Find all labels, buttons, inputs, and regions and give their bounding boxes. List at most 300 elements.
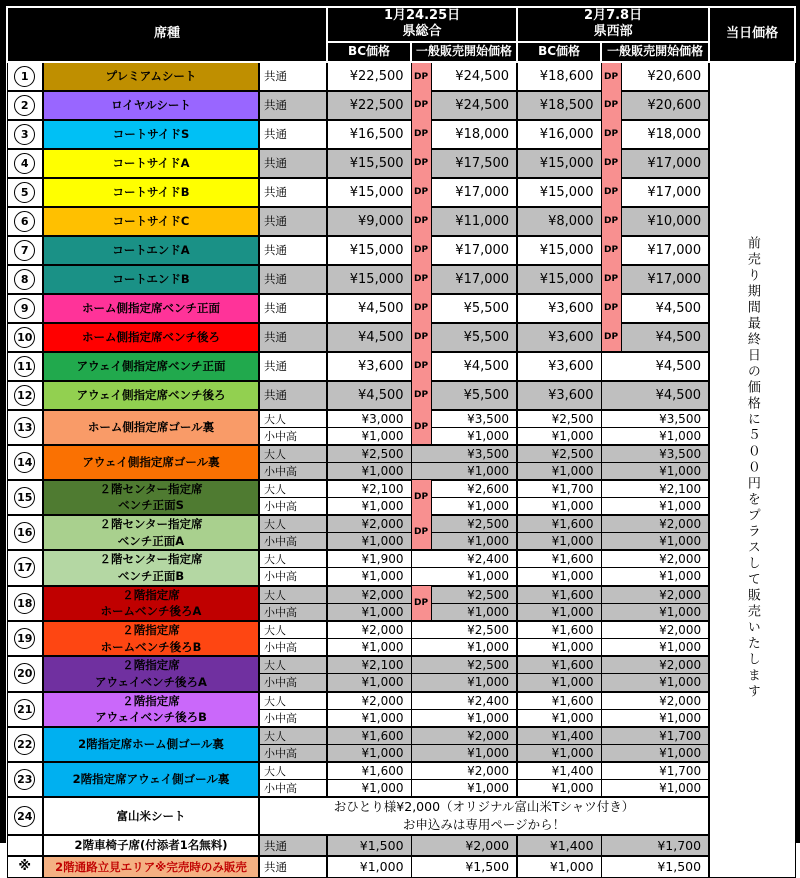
price-bc-game1: ¥4,500	[327, 323, 411, 352]
row-number	[7, 236, 43, 265]
tier-label: 大人	[259, 445, 327, 463]
row-number	[7, 149, 43, 178]
tier-label: 共通	[259, 178, 327, 207]
price-bc-game2: ¥15,000	[517, 178, 601, 207]
price-bc-game2: ¥1,000	[517, 462, 601, 480]
price-general-game1: ¥17,000	[431, 236, 517, 265]
price-bc-game1: ¥2,100	[327, 656, 411, 674]
seat-name: プレミアムシート	[43, 62, 259, 91]
price-bc-game1: ¥15,000	[327, 236, 411, 265]
price-bc-game2: ¥1,600	[517, 621, 601, 639]
tier-label: 小中高	[259, 779, 327, 797]
sameday-note-text: 前売り期間最終日の価格に５００円をプラスして販売いたします	[744, 235, 760, 700]
price-bc-game2: ¥1,700	[517, 480, 601, 498]
price-bc-game2: ¥15,000	[517, 265, 601, 294]
seat-row	[7, 727, 795, 745]
price-general-game1: ¥1,000	[411, 779, 517, 797]
seat-name: アウェイ側指定席ベンチ正面	[43, 352, 259, 381]
price-general-game1: ¥3,500	[411, 445, 517, 463]
seat-row	[7, 445, 795, 463]
seat-row	[7, 586, 795, 604]
table-header	[7, 7, 795, 62]
seat-name: ロイヤルシート	[43, 91, 259, 120]
seat-name: コートエンドB	[43, 265, 259, 294]
tier-label: 大人	[259, 762, 327, 780]
price-general-game1: ¥1,000	[411, 744, 517, 762]
seat-row	[7, 178, 795, 207]
seat-name: 2階指定席ホーム側ゴール裏	[43, 727, 259, 762]
price-general-game1: ¥11,000	[431, 207, 517, 236]
seat-row	[7, 91, 795, 120]
price-general-game2: ¥2,000	[601, 515, 709, 533]
price-bc-game1: ¥1,600	[327, 727, 411, 745]
tier-label: 小中高	[259, 462, 327, 480]
seat-row	[7, 352, 795, 381]
seat-name: ホーム側指定席ベンチ後ろ	[43, 323, 259, 352]
seat-row	[7, 381, 795, 410]
price-bc-game2: ¥1,000	[517, 497, 601, 515]
price-bc-game2: ¥1,000	[517, 779, 601, 797]
price-general-game2: ¥17,000	[621, 265, 709, 294]
price-general-game2: ¥1,000	[601, 427, 709, 445]
price-bc-game1: ¥1,000	[327, 856, 411, 877]
row-number-circle: 19	[14, 628, 35, 649]
dp-badge: DP	[601, 120, 621, 149]
price-general-game2: ¥2,000	[601, 586, 709, 604]
dp-badge: DP	[411, 352, 431, 381]
price-general-game2: ¥1,500	[601, 856, 709, 877]
price-general-game1: ¥2,400	[411, 692, 517, 710]
seat-name: ２階指定席 ホームベンチ後ろA	[43, 586, 259, 621]
price-general-game1: ¥1,000	[411, 709, 517, 727]
seat-name: コートエンドA	[43, 236, 259, 265]
price-bc-game1: ¥16,500	[327, 120, 411, 149]
row-number	[7, 207, 43, 236]
price-bc-game2: ¥1,600	[517, 692, 601, 710]
price-general-game1: ¥2,500	[431, 586, 517, 604]
seat-name: ２階センター指定席 ベンチ正面A	[43, 515, 259, 550]
seat-row	[7, 515, 795, 533]
price-general-game1: ¥17,000	[431, 265, 517, 294]
seat-name: ２階センター指定席 ベンチ正面S	[43, 480, 259, 515]
dp-badge: DP	[601, 149, 621, 178]
price-general-game2: ¥18,000	[621, 120, 709, 149]
price-general-game2: ¥1,000	[601, 603, 709, 621]
price-general-game2: ¥4,500	[601, 381, 709, 410]
tier-label: 共通	[259, 381, 327, 410]
row-number-circle: 13	[14, 417, 35, 438]
game1-bc-price-header: BC価格	[327, 42, 411, 62]
dp-badge: DP	[601, 323, 621, 352]
tier-label: 共通	[259, 120, 327, 149]
dp-badge: DP	[411, 265, 431, 294]
tier-label: 共通	[259, 265, 327, 294]
seat-row	[7, 410, 795, 428]
price-bc-game1: ¥9,000	[327, 207, 411, 236]
seat-name: 2階通路立見エリア※完売時のみ販売	[43, 856, 259, 877]
price-general-game2: ¥4,500	[621, 323, 709, 352]
row-number-circle: 3	[14, 124, 35, 145]
price-general-game1: ¥2,000	[411, 727, 517, 745]
row-number	[7, 797, 43, 835]
game1-general-price-header: 一般販売開始価格	[411, 42, 517, 62]
dp-badge: DP	[411, 149, 431, 178]
price-bc-game2: ¥3,600	[517, 352, 601, 381]
price-bc-game1: ¥15,000	[327, 178, 411, 207]
price-bc-game2: ¥1,600	[517, 515, 601, 533]
tier-label: 大人	[259, 480, 327, 498]
price-bc-game1: ¥1,000	[327, 568, 411, 586]
seat-row	[7, 656, 795, 674]
row-number-circle: 20	[14, 663, 35, 684]
price-general-game2: ¥1,000	[601, 568, 709, 586]
seat-row	[7, 480, 795, 498]
price-general-game2: ¥2,000	[601, 656, 709, 674]
price-general-game1: ¥1,000	[431, 533, 517, 551]
seat-row	[7, 207, 795, 236]
price-bc-game1: ¥1,000	[327, 709, 411, 727]
price-bc-game1: ¥2,000	[327, 586, 411, 604]
dp-badge: DP	[601, 265, 621, 294]
price-bc-game2: ¥1,000	[517, 533, 601, 551]
price-bc-game2: ¥1,000	[517, 744, 601, 762]
price-general-game1: ¥17,000	[431, 178, 517, 207]
price-bc-game1: ¥1,900	[327, 550, 411, 568]
row-number	[7, 62, 43, 91]
seat-row	[7, 856, 795, 877]
dp-badge: DP	[601, 294, 621, 323]
price-general-game2: ¥1,000	[601, 674, 709, 692]
dp-badge: DP	[601, 62, 621, 91]
tier-label: 小中高	[259, 603, 327, 621]
price-general-game1: ¥1,000	[431, 603, 517, 621]
price-general-game1: ¥3,500	[431, 410, 517, 428]
price-bc-game2: ¥1,000	[517, 674, 601, 692]
row-number	[7, 550, 43, 585]
row-number	[7, 586, 43, 621]
price-bc-game2: ¥18,500	[517, 91, 601, 120]
price-bc-game1: ¥2,100	[327, 480, 411, 498]
row-number-circle: 21	[14, 699, 35, 720]
price-bc-game2: ¥1,000	[517, 427, 601, 445]
seat-name: コートサイドA	[43, 149, 259, 178]
price-general-game1: ¥2,000	[411, 762, 517, 780]
price-bc-game1: ¥1,000	[327, 462, 411, 480]
price-bc-game2: ¥1,000	[517, 639, 601, 657]
price-bc-game1: ¥1,000	[327, 779, 411, 797]
row-number-circle: 4	[14, 153, 35, 174]
price-bc-game2: ¥18,600	[517, 62, 601, 91]
dp-badge: DP	[411, 178, 431, 207]
price-bc-game2: ¥2,500	[517, 445, 601, 463]
price-table	[6, 6, 796, 878]
seat-row	[7, 236, 795, 265]
seat-name: ２階指定席 アウェイベンチ後ろB	[43, 692, 259, 727]
price-general-game2: ¥3,500	[601, 445, 709, 463]
price-bc-game2: ¥3,600	[517, 323, 601, 352]
price-bc-game1: ¥2,000	[327, 515, 411, 533]
seat-row	[7, 797, 795, 835]
row-number	[7, 91, 43, 120]
seat-name: アウェイ側指定席ベンチ後ろ	[43, 381, 259, 410]
price-general-game2: ¥1,000	[601, 744, 709, 762]
tier-label: 共通	[259, 236, 327, 265]
price-general-game1: ¥1,000	[411, 462, 517, 480]
row-number-circle: 12	[14, 385, 35, 406]
seat-name: 2階車椅子席(付添者1名無料)	[43, 835, 259, 856]
price-bc-game1: ¥3,000	[327, 410, 411, 428]
table-body	[7, 62, 795, 878]
row-number-circle: 18	[14, 593, 35, 614]
row-number	[7, 835, 43, 856]
tier-label: 共通	[259, 294, 327, 323]
tier-label: 小中高	[259, 568, 327, 586]
price-general-game2: ¥17,000	[621, 149, 709, 178]
row-number	[7, 381, 43, 410]
dp-badge: DP	[411, 120, 431, 149]
tier-label: 共通	[259, 856, 327, 877]
seat-row	[7, 323, 795, 352]
price-general-game2: ¥4,500	[601, 352, 709, 381]
price-general-game1: ¥2,600	[431, 480, 517, 498]
seat-name: ２階指定席 アウェイベンチ後ろA	[43, 656, 259, 691]
price-general-game2: ¥1,700	[601, 762, 709, 780]
price-bc-game2: ¥1,400	[517, 762, 601, 780]
seat-name: 2階指定席アウェイ側ゴール裏	[43, 762, 259, 797]
price-bc-game2: ¥1,000	[517, 603, 601, 621]
price-general-game1: ¥1,000	[411, 639, 517, 657]
seat-row	[7, 120, 795, 149]
price-general-game2: ¥4,500	[621, 294, 709, 323]
row-number	[7, 762, 43, 797]
tier-label: 共通	[259, 207, 327, 236]
price-bc-game2: ¥1,400	[517, 835, 601, 856]
row-number-circle: 5	[14, 182, 35, 203]
row-number-circle: 2	[14, 95, 35, 116]
price-general-game1: ¥17,500	[431, 149, 517, 178]
price-general-game1: ¥2,400	[411, 550, 517, 568]
price-bc-game1: ¥15,000	[327, 265, 411, 294]
price-bc-game1: ¥22,500	[327, 62, 411, 91]
price-general-game2: ¥1,000	[601, 709, 709, 727]
seat-row	[7, 835, 795, 856]
seat-name: コートサイドB	[43, 178, 259, 207]
row-number-circle: 6	[14, 211, 35, 232]
game2-date: 2月7.8日	[584, 8, 643, 23]
game1-venue: 県総合	[402, 24, 442, 40]
seat-name: コートサイドC	[43, 207, 259, 236]
price-bc-game2: ¥1,000	[517, 568, 601, 586]
row-number-circle: 11	[14, 356, 35, 377]
row-number	[7, 265, 43, 294]
row-number-circle: 10	[14, 327, 35, 348]
row-number	[7, 621, 43, 656]
price-general-game2: ¥1,000	[601, 462, 709, 480]
price-general-game1: ¥1,000	[411, 568, 517, 586]
row-number-circle: 1	[14, 66, 35, 87]
tier-label: 小中高	[259, 497, 327, 515]
price-general-game1: ¥1,000	[431, 427, 517, 445]
row-number	[7, 352, 43, 381]
price-general-game1: ¥2,500	[411, 656, 517, 674]
seat-row	[7, 550, 795, 568]
row-number-circle: 22	[14, 734, 35, 755]
row-number	[7, 656, 43, 691]
seat-row	[7, 265, 795, 294]
price-bc-game1: ¥4,500	[327, 294, 411, 323]
price-bc-game2: ¥1,600	[517, 656, 601, 674]
tier-label: 大人	[259, 586, 327, 604]
price-general-game1: ¥2,500	[411, 621, 517, 639]
price-general-game2: ¥3,500	[601, 410, 709, 428]
row-number-circle: 14	[14, 452, 35, 473]
price-general-game2: ¥2,000	[601, 621, 709, 639]
dp-badge: DP	[411, 91, 431, 120]
price-bc-game1: ¥1,000	[327, 603, 411, 621]
seat-offer-note: おひとり様¥2,000（オリジナル富山米Tシャツ付き） お申込みは専用ページから！	[259, 797, 709, 835]
price-general-game2: ¥1,700	[601, 727, 709, 745]
row-number	[7, 120, 43, 149]
row-number	[7, 692, 43, 727]
row-number-circle: 17	[14, 557, 35, 578]
dp-badge: DP	[411, 236, 431, 265]
row-number-circle: 23	[14, 769, 35, 790]
dp-badge: DP	[411, 62, 431, 91]
price-bc-game1: ¥22,500	[327, 91, 411, 120]
tier-label: 小中高	[259, 674, 327, 692]
price-general-game2: ¥1,000	[601, 497, 709, 515]
row-number	[7, 323, 43, 352]
row-number-circle: 9	[14, 298, 35, 319]
seat-row	[7, 621, 795, 639]
tier-label: 小中高	[259, 533, 327, 551]
price-bc-game2: ¥1,600	[517, 550, 601, 568]
seat-name: ホーム側指定席ベンチ正面	[43, 294, 259, 323]
price-general-game1: ¥24,500	[431, 62, 517, 91]
tier-label: 小中高	[259, 709, 327, 727]
price-general-game1: ¥2,500	[431, 515, 517, 533]
price-bc-game1: ¥1,600	[327, 762, 411, 780]
price-bc-game2: ¥3,600	[517, 381, 601, 410]
seat-type-header: 席種	[7, 7, 327, 62]
tier-label: 大人	[259, 410, 327, 428]
row-number-circle: 16	[14, 522, 35, 543]
row-number	[7, 515, 43, 550]
price-bc-game2: ¥2,500	[517, 410, 601, 428]
tier-label: 大人	[259, 515, 327, 533]
tier-label: 共通	[259, 149, 327, 178]
seat-name: コートサイドS	[43, 120, 259, 149]
row-number	[7, 480, 43, 515]
game2-bc-price-header: BC価格	[517, 42, 601, 62]
price-general-game1: ¥5,500	[431, 294, 517, 323]
price-general-game1: ¥1,000	[411, 674, 517, 692]
price-general-game2: ¥17,000	[621, 236, 709, 265]
price-general-game2: ¥1,000	[601, 779, 709, 797]
row-number	[7, 178, 43, 207]
price-general-game2: ¥10,000	[621, 207, 709, 236]
game1-header	[327, 7, 517, 42]
row-number-circle: 8	[14, 269, 35, 290]
tier-label: 小中高	[259, 744, 327, 762]
price-general-game1: ¥1,000	[431, 497, 517, 515]
price-bc-game2: ¥1,600	[517, 586, 601, 604]
row-number	[7, 294, 43, 323]
game2-header	[517, 7, 709, 42]
seat-name: 富山米シート	[43, 797, 259, 835]
tier-label: 共通	[259, 91, 327, 120]
dp-badge: DP	[411, 480, 431, 515]
price-general-game1: ¥5,500	[431, 381, 517, 410]
sameday-price-header: 当日価格	[709, 7, 795, 62]
price-bc-game1: ¥1,000	[327, 744, 411, 762]
tier-label: 共通	[259, 62, 327, 91]
dp-badge: DP	[601, 236, 621, 265]
price-bc-game2: ¥1,000	[517, 709, 601, 727]
price-bc-game2: ¥1,000	[517, 856, 601, 877]
seat-name: ２階指定席 ホームベンチ後ろB	[43, 621, 259, 656]
seat-row	[7, 762, 795, 780]
row-number-circle: 7	[14, 240, 35, 261]
row-number-circle: 15	[14, 487, 35, 508]
dp-badge: DP	[601, 207, 621, 236]
price-bc-game1: ¥15,500	[327, 149, 411, 178]
seat-row	[7, 294, 795, 323]
price-general-game1: ¥4,500	[431, 352, 517, 381]
price-bc-game1: ¥1,500	[327, 835, 411, 856]
tier-label: 大人	[259, 727, 327, 745]
tier-label: 大人	[259, 550, 327, 568]
price-bc-game1: ¥2,000	[327, 621, 411, 639]
price-general-game1: ¥18,000	[431, 120, 517, 149]
game1-date: 1月24.25日	[383, 8, 461, 23]
seat-row	[7, 692, 795, 710]
dp-badge: DP	[411, 323, 431, 352]
dp-badge: DP	[411, 410, 431, 445]
row-number	[7, 445, 43, 480]
dp-badge: DP	[601, 178, 621, 207]
price-general-game2: ¥1,000	[601, 533, 709, 551]
price-general-game2: ¥1,700	[601, 835, 709, 856]
tier-label: 共通	[259, 835, 327, 856]
price-bc-game1: ¥4,500	[327, 381, 411, 410]
price-general-game2: ¥2,000	[601, 550, 709, 568]
seat-row	[7, 62, 795, 91]
price-bc-game1: ¥2,500	[327, 445, 411, 463]
row-number-circle: 24	[14, 806, 35, 827]
dp-badge: DP	[411, 381, 431, 410]
dp-badge: DP	[411, 294, 431, 323]
price-general-game2: ¥20,600	[621, 62, 709, 91]
price-bc-game2: ¥16,000	[517, 120, 601, 149]
tier-label: 共通	[259, 352, 327, 381]
price-bc-game1: ¥1,000	[327, 533, 411, 551]
tier-label: 大人	[259, 656, 327, 674]
price-general-game2: ¥20,600	[621, 91, 709, 120]
price-general-game1: ¥5,500	[431, 323, 517, 352]
tier-label: 小中高	[259, 639, 327, 657]
sameday-note-cell	[709, 62, 795, 878]
seat-name: アウェイ側指定席ゴール裏	[43, 445, 259, 480]
row-number: ※	[7, 856, 43, 877]
dp-badge: DP	[411, 515, 431, 550]
price-bc-game1: ¥3,600	[327, 352, 411, 381]
dp-badge: DP	[601, 91, 621, 120]
price-general-game2: ¥1,000	[601, 639, 709, 657]
price-bc-game1: ¥2,000	[327, 692, 411, 710]
price-bc-game2: ¥15,000	[517, 236, 601, 265]
price-bc-game2: ¥8,000	[517, 207, 601, 236]
